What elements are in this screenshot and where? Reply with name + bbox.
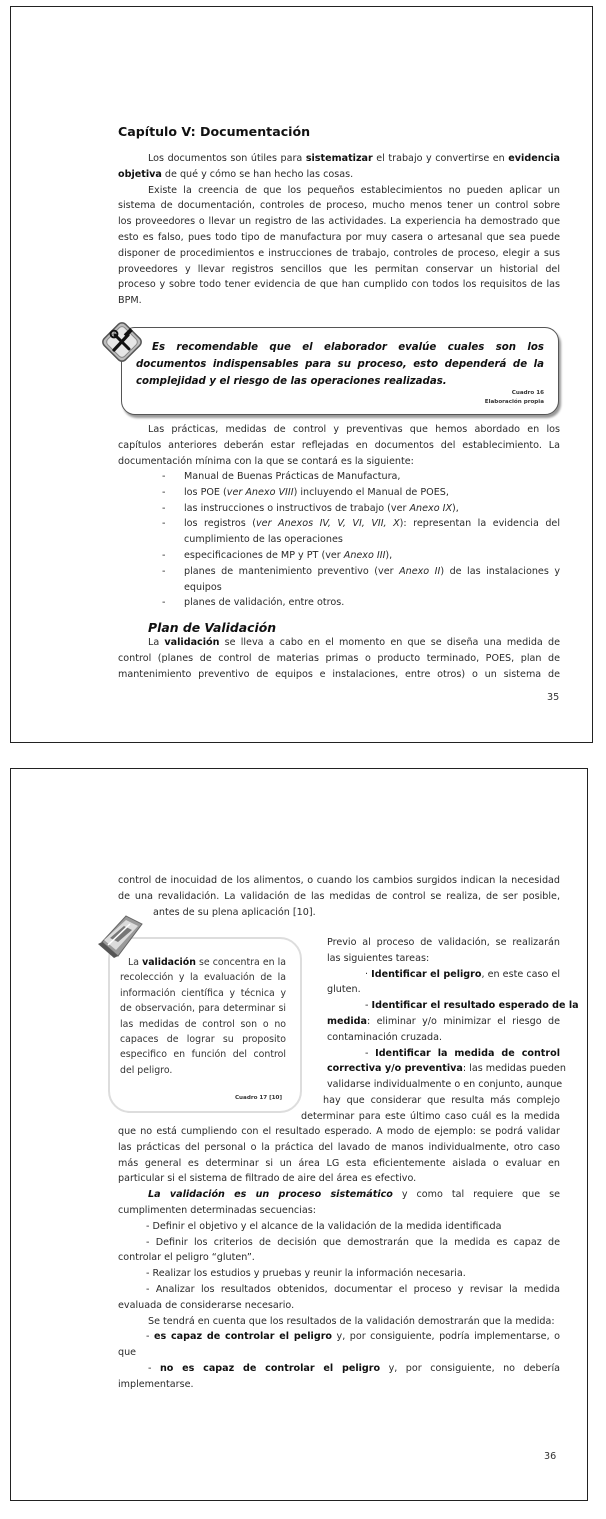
book-icon (96, 912, 146, 960)
list-item: - especificaciones de MP y PT (ver Anexo III), (162, 549, 393, 561)
chapter-title: Capítulo V: Documentación (118, 124, 311, 139)
list-item: - los registros (ver Anexos IV, V, VI, VII, X): representan la evidencia del cumplimiento de las operaciones (162, 518, 560, 546)
tip-text: Es recomendable que el elaborador evalúe cuales son los documentos indispensables para su proceso, esto dependerá de la complejidad y el riesgo de las operaciones realizadas. (136, 342, 544, 387)
documents-list (162, 469, 560, 611)
list-item: - los POE (ver Anexo VIII) incluyendo el Manual de POES, (162, 486, 449, 498)
paragraph-intro: Los documentos son útiles para sistematizar el trabajo y convertirse en evidencia objetiva de qué y cómo se han hecho las cosas. Existe la creencia de que los pequeños establecimientos no pueden aplicar un sistema de documentación, controles de proceso, mucho menos tener un control sobre los proveedores o llevar un registro de las actividades. La experiencia ha demostrado que esto es falso, pues todo tipo de manufactura por muy casera o artesanal que sea puede disponer de procedimientos e instrucciones de trabajo, controles de proceso, elegir a sus proveedores y llevar registros sencillos que les permitan conservar un historial del proceso y sobre todo tener evidencia de que han cumplido con todos los requisitos de las BPM. (118, 153, 560, 307)
tip-caption: Cuadro 16 Elaboración propia (484, 390, 544, 405)
list-item: - planes de mantenimiento preventivo (ver Anexo II) de las instalaciones y equipos (162, 565, 560, 593)
paragraph-validation: La validación se lleva a cabo en el momento en que se diseña una medida de control (planes de control de materias primas o producto terminado, POES, plan de mantenimiento preventivo de equipos e instalaciones, entre otros) o un sistema de (118, 637, 560, 680)
paragraph-example: que no está cumpliendo con el resultado esperado. A modo de ejemplo: se podrá validar las prácticas del personal o la práctica del lavado de manos individualmente, otro caso más general es determinar si un área LG esta eficientemente aislada o evaluar en particular si el sistema de filtrado de aire del área es efectivo. La validación es un proceso sistemático y como tal requiere que se cumplimenten determinadas secuencias: - Definir el objetivo y el alcance de la validación de la medida identificada - Definir los criterios de decisión que demostrarán que la medida es capaz de controlar el peligro “gluten”. - Realizar los estudios y pruebas y reunir la información necesaria. - Analizar los resultados obtenidos, documentar el proceso y revisar la medida evaluada de considerarse necesario. Se tendrá en cuenta que los resultados de la validación demostrarán que la medida: - es capaz de controlar el peligro y, por consiguiente, podría implementarse, o que - no es capaz de controlar el peligro y, por consiguiente, no debería implementarse. (118, 1126, 560, 1390)
page-number: 35 (547, 692, 560, 703)
list-item: - las instrucciones o instructivos de trabajo (ver Anexo IX), (162, 502, 459, 514)
sidebox-caption: Cuadro 17 [10] (234, 1095, 282, 1101)
list-item: - Manual de Buenas Prácticas de Manufactura, (162, 471, 401, 482)
page-number: 36 (544, 1451, 557, 1462)
paragraph-continuation: control de inocuidad de los alimentos, o cuando los cambios surgidos indican la necesidad de una revalidación. La validación de las medidas de control se realiza, de ser posible, antes de su plena aplicación [10]. (118, 875, 560, 918)
section-title-plan-validacion: Plan de Validación (148, 620, 277, 635)
list-item: - planes de validación, entre otros. (162, 597, 345, 609)
sidebox-text: La validación se concentra en la recolección y la evaluación de la información científica y técnica y de observación, para determinar si las medidas de control son o no capaces de lograr su proposito especifico en función del control del peligro. (120, 957, 286, 1076)
paragraph-practices: Las prácticas, medidas de control y preventivas que hemos abordado en los capítulos anteriores deberán estar reflejadas en documentos del establecimiento. La documentación mínima con la que se contará es la siguiente: (118, 424, 560, 467)
tasks-column: Previo al proceso de validación, se realizarán las siguientes tareas: · Identificar el peligro, en este caso el gluten. - Identificar el resultado esperado de la medida: eliminar y/o minimizar el riesgo de contaminación cruzada. - Identificar la medida de control correctiva y/o preventiva: las medidas pueden validarse individualmente o en conjunto, aunque hay que considerar que resulta más complejo determinar para este último caso cuál es la medida (301, 937, 579, 1122)
